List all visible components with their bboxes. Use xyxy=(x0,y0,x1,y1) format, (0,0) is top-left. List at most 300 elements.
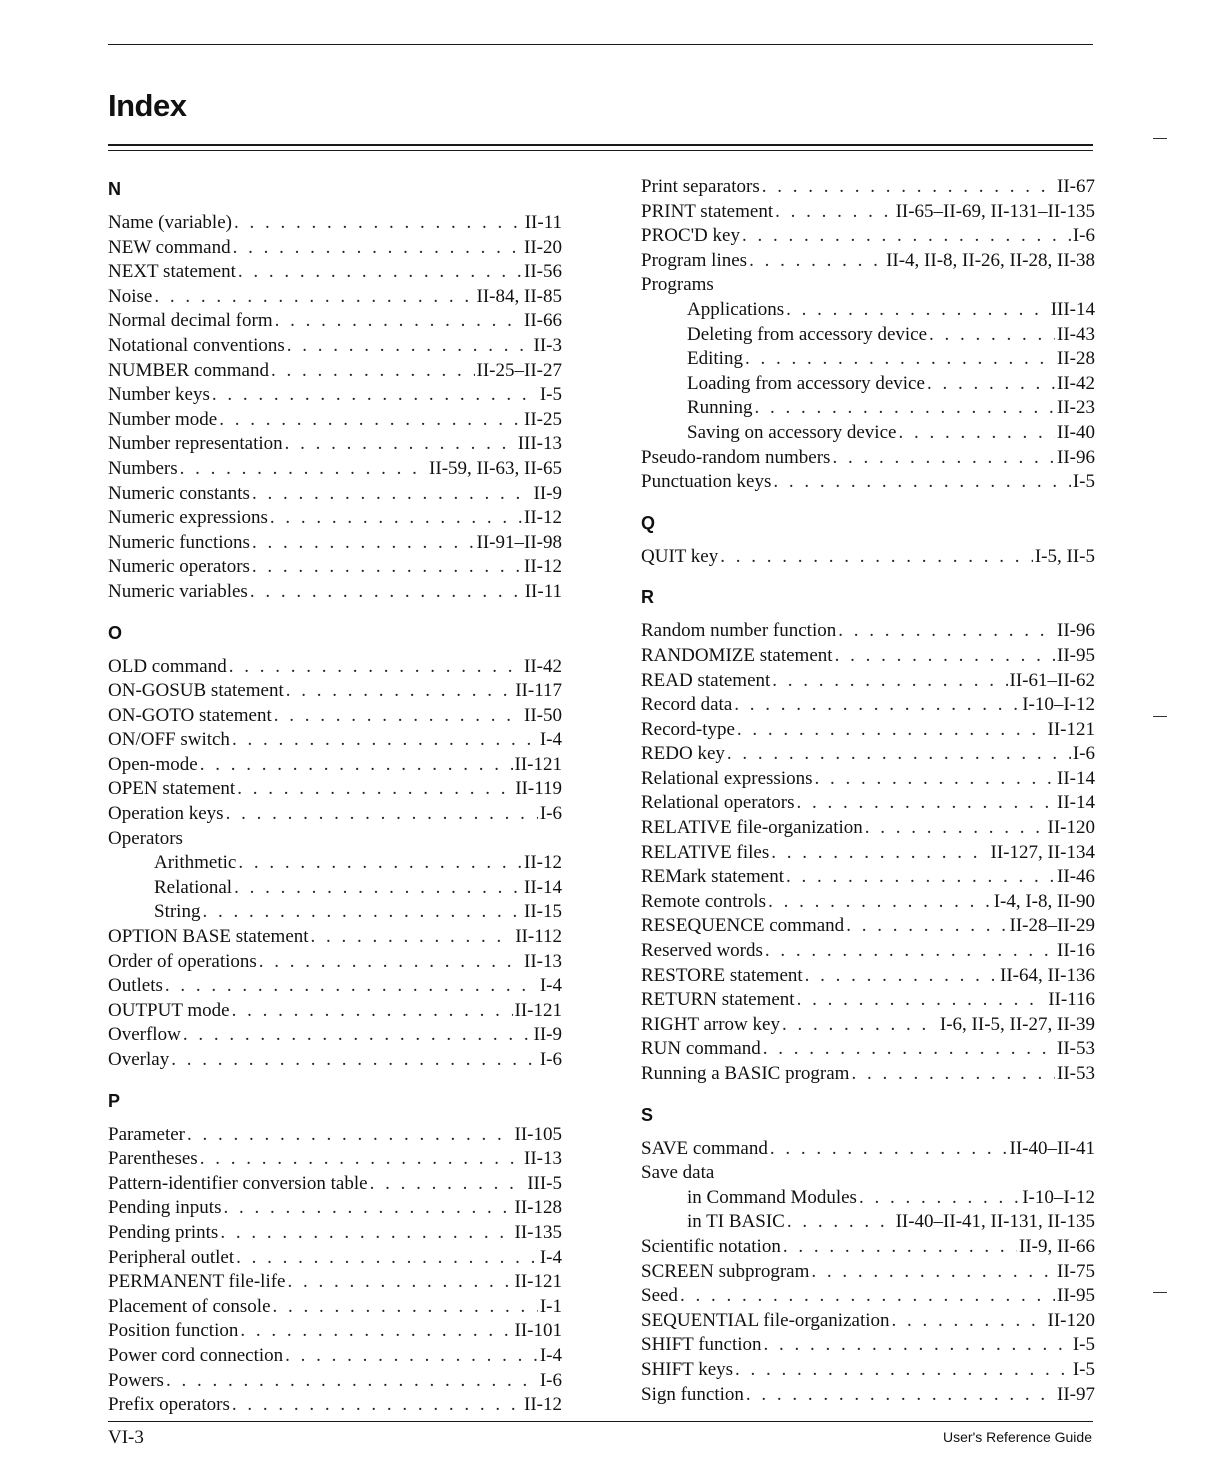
entry-term: Programs xyxy=(641,274,714,296)
index-entry xyxy=(108,1296,562,1321)
dot-leader xyxy=(754,397,1055,419)
entry-page-ref: II-12 xyxy=(524,1394,562,1416)
dot-leader xyxy=(238,852,522,874)
dot-leader xyxy=(370,1173,526,1195)
entry-page-ref: II-64, II-136 xyxy=(1000,964,1095,986)
index-entry xyxy=(108,705,562,730)
dot-leader xyxy=(764,1334,1071,1356)
dot-leader xyxy=(745,348,1055,370)
entry-page-ref: I-4 xyxy=(539,1246,562,1268)
entry-term: Scientific notation xyxy=(641,1235,781,1257)
entry-term: Numeric operators xyxy=(108,556,250,578)
entry-term: Numeric variables xyxy=(108,580,248,602)
index-entry xyxy=(641,1236,1095,1261)
entry-term: Deleting from accessory device xyxy=(687,323,928,345)
entry-term: Prefix operators xyxy=(108,1394,230,1416)
dot-leader xyxy=(252,556,522,578)
index-entry xyxy=(641,1384,1095,1409)
entry-page-ref: I-4 xyxy=(539,975,562,997)
entry-term: Numeric functions xyxy=(108,531,250,553)
index-entry xyxy=(641,1063,1095,1088)
page-number: VI-3 xyxy=(108,1427,144,1448)
entry-term: Save data xyxy=(641,1162,715,1184)
entry-term: NEXT statement xyxy=(108,261,236,283)
dot-leader xyxy=(250,581,523,603)
dot-leader xyxy=(232,729,538,751)
entry-term: Pattern-identifier conversion table xyxy=(108,1172,368,1194)
entry-term: ON/OFF switch xyxy=(108,729,230,751)
entry-page-ref: II-112 xyxy=(515,926,562,948)
entry-page-ref: II-121 xyxy=(514,999,562,1021)
entry-page-ref: I-4, I-8, II-90 xyxy=(993,890,1095,912)
entry-term: in Command Modules xyxy=(687,1186,857,1208)
index-entry xyxy=(641,866,1095,891)
entry-term: Powers xyxy=(108,1369,164,1391)
index-entry xyxy=(641,274,1095,299)
entry-term: REMark statement xyxy=(641,866,784,888)
dot-leader xyxy=(259,951,522,973)
entry-term: Punctuation keys xyxy=(641,471,772,493)
entry-term: Sign function xyxy=(641,1383,744,1405)
index-entry xyxy=(641,1014,1095,1039)
dot-leader xyxy=(232,1394,522,1416)
entry-term: Order of operations xyxy=(108,950,257,972)
entry-page-ref: I-6 xyxy=(539,1049,562,1070)
entry-term: OPTION BASE statement xyxy=(108,926,309,948)
entry-page-ref: II-20 xyxy=(524,236,562,258)
index-entry xyxy=(108,1049,562,1074)
dot-leader xyxy=(783,1236,1017,1258)
entry-page-ref: II-43 xyxy=(1057,323,1095,345)
index-entry xyxy=(641,1138,1095,1163)
bottom-rule xyxy=(108,1421,1093,1422)
entry-page-ref: II-120 xyxy=(1047,817,1095,839)
dot-leader xyxy=(859,1187,1020,1209)
index-entry xyxy=(108,1370,562,1395)
index-entry xyxy=(108,384,562,409)
index-entry xyxy=(108,458,562,483)
entry-term: PRINT statement xyxy=(641,200,774,222)
dot-leader xyxy=(238,261,522,283)
entry-term: SHIFT keys xyxy=(641,1358,734,1380)
title-rule-thick xyxy=(108,144,1093,146)
entry-page-ref: II-40–II-41, II-131, II-135 xyxy=(895,1211,1095,1233)
index-entry xyxy=(108,1320,562,1345)
entry-term: String xyxy=(154,901,201,923)
entry-page-ref: II-40–II-41 xyxy=(1009,1137,1095,1159)
entry-term: Applications xyxy=(687,298,785,320)
index-entry xyxy=(641,1285,1095,1310)
index-column-left xyxy=(108,176,562,1419)
dot-leader xyxy=(219,409,522,431)
dot-leader xyxy=(892,1310,1046,1332)
dot-leader xyxy=(240,1320,512,1342)
entry-page-ref: II-9, II-66 xyxy=(1019,1235,1095,1257)
entry-term: QUIT key xyxy=(641,545,719,567)
entry-term: OPEN statement xyxy=(108,778,236,800)
entry-term: Number mode xyxy=(108,408,218,430)
index-entry xyxy=(108,1124,562,1149)
dot-leader xyxy=(815,768,1056,790)
entry-page-ref: I-5 xyxy=(539,384,562,406)
index-entry xyxy=(108,656,562,681)
entry-page-ref: I-10–I-12 xyxy=(1022,1186,1095,1208)
entry-page-ref: II-53 xyxy=(1057,1063,1095,1084)
entry-term: Saving on accessory device xyxy=(687,421,897,443)
page-title: Index xyxy=(108,88,187,123)
entry-term: PROC'D key xyxy=(641,225,740,247)
dot-leader xyxy=(771,842,988,864)
entry-term: RESEQUENCE command xyxy=(641,915,845,937)
dot-leader xyxy=(274,705,522,727)
index-entry xyxy=(641,842,1095,867)
entry-page-ref: II-15 xyxy=(524,901,562,923)
entry-page-ref: II-14 xyxy=(524,876,562,898)
entry-page-ref: II-42 xyxy=(524,655,562,677)
entry-page-ref: I-4 xyxy=(539,729,562,751)
entry-page-ref: II-84, II-85 xyxy=(476,285,562,307)
index-entry xyxy=(108,335,562,360)
entry-page-ref: I-4 xyxy=(539,1344,562,1366)
entry-page-ref: II-14 xyxy=(1057,767,1095,789)
entry-term: Power cord connection xyxy=(108,1344,284,1366)
dot-leader xyxy=(285,433,516,455)
dot-leader xyxy=(775,201,893,223)
entry-term: Outlets xyxy=(108,975,163,997)
entry-page-ref: I-6 xyxy=(539,803,562,825)
dot-leader xyxy=(285,1345,538,1367)
entry-page-ref: II-67 xyxy=(1057,176,1095,197)
entry-page-ref: II-42 xyxy=(1057,372,1095,394)
entry-term: PERMANENT file-life xyxy=(108,1271,286,1293)
dot-leader xyxy=(749,250,884,272)
entry-page-ref: II-13 xyxy=(524,1148,562,1170)
index-entry xyxy=(108,212,562,237)
entry-term: Pending inputs xyxy=(108,1197,222,1219)
index-entry xyxy=(641,447,1095,472)
index-entry xyxy=(108,729,562,754)
entry-term: Normal decimal form xyxy=(108,310,273,332)
section-gap xyxy=(108,606,562,620)
entry-term: Overlay xyxy=(108,1049,170,1070)
entry-page-ref: II-117 xyxy=(515,680,562,702)
dot-leader xyxy=(236,1247,538,1269)
index-entry xyxy=(641,645,1095,670)
section-letter: O xyxy=(108,622,123,643)
entry-term: Reserved words xyxy=(641,940,763,962)
index-subentry xyxy=(641,324,1095,349)
dot-leader xyxy=(787,1211,894,1233)
dot-leader xyxy=(271,360,475,382)
entry-page-ref: II-9 xyxy=(533,482,562,504)
entry-page-ref: II-59, II-63, II-65 xyxy=(429,457,562,479)
dot-leader xyxy=(286,680,513,702)
index-entry xyxy=(641,989,1095,1014)
index-entry xyxy=(108,360,562,385)
entry-term: Number representation xyxy=(108,433,283,455)
index-subentry xyxy=(641,397,1095,422)
entry-page-ref: II-96 xyxy=(1057,446,1095,468)
index-entry xyxy=(108,926,562,951)
dot-leader xyxy=(797,792,1055,814)
index-entry xyxy=(108,237,562,262)
entry-term: Number keys xyxy=(108,384,210,406)
index-subentry xyxy=(641,422,1095,447)
margin-mark xyxy=(1153,138,1167,139)
entry-page-ref: II-65–II-69, II-131–II-135 xyxy=(895,200,1095,222)
dot-leader xyxy=(229,656,522,678)
entry-term: Pseudo-random numbers xyxy=(641,446,831,468)
dot-leader xyxy=(288,1271,513,1293)
index-subentry xyxy=(641,1211,1095,1236)
dot-leader xyxy=(727,743,1071,765)
index-entry xyxy=(108,433,562,458)
entry-page-ref: II-28 xyxy=(1057,348,1095,370)
entry-page-ref: II-56 xyxy=(524,261,562,283)
dot-leader xyxy=(742,225,1071,247)
dot-leader xyxy=(234,877,522,899)
entry-page-ref: I-6 xyxy=(1072,743,1095,765)
index-entry xyxy=(641,719,1095,744)
index-entry xyxy=(108,1222,562,1247)
entry-page-ref: II-23 xyxy=(1057,397,1095,419)
entry-page-ref: II-128 xyxy=(514,1197,562,1219)
entry-page-ref: II-105 xyxy=(514,1123,562,1145)
dot-leader xyxy=(166,1370,538,1392)
index-entry xyxy=(641,250,1095,275)
entry-term: Remote controls xyxy=(641,890,767,912)
dot-leader xyxy=(762,176,1055,198)
entry-term: NEW command xyxy=(108,236,231,258)
entry-page-ref: II-16 xyxy=(1057,940,1095,962)
index-entry xyxy=(108,1024,562,1049)
index-subentry xyxy=(108,852,562,877)
entry-term: Pending prints xyxy=(108,1221,219,1243)
entry-term: OUTPUT mode xyxy=(108,999,230,1021)
margin-mark xyxy=(1153,716,1167,717)
entry-term: Notational conventions xyxy=(108,334,285,356)
index-entry xyxy=(108,828,562,853)
index-entry xyxy=(641,1038,1095,1063)
entry-page-ref: II-121 xyxy=(1047,718,1095,740)
dot-leader xyxy=(237,778,513,800)
index-entry xyxy=(641,1334,1095,1359)
dot-leader xyxy=(311,926,514,948)
entry-page-ref: II-25–II-27 xyxy=(476,359,562,381)
entry-term: Random number function xyxy=(641,620,837,642)
dot-leader xyxy=(165,975,538,997)
dot-leader xyxy=(838,620,1055,642)
index-entry xyxy=(108,507,562,532)
index-entry xyxy=(108,310,562,335)
entry-term: Print separators xyxy=(641,176,760,197)
entry-term: REDO key xyxy=(641,743,725,765)
entry-term: Position function xyxy=(108,1320,239,1342)
index-entry xyxy=(108,483,562,508)
entry-page-ref: II-28–II-29 xyxy=(1009,915,1095,937)
entry-term: Parameter xyxy=(108,1123,186,1145)
dot-leader xyxy=(846,915,1007,937)
entry-page-ref: II-11 xyxy=(524,580,562,602)
entry-page-ref: II-135 xyxy=(514,1221,562,1243)
dot-leader xyxy=(226,803,538,825)
entry-page-ref: II-3 xyxy=(533,334,562,356)
index-entry xyxy=(108,754,562,779)
index-entry xyxy=(108,409,562,434)
entry-term: Loading from accessory device xyxy=(687,372,925,394)
dot-leader xyxy=(252,532,475,554)
entry-page-ref: I-6, II-5, II-27, II-39 xyxy=(939,1013,1095,1035)
index-entry xyxy=(641,792,1095,817)
entry-term: ON-GOSUB statement xyxy=(108,680,284,702)
index-subentry xyxy=(641,299,1095,324)
index-entry xyxy=(108,1394,562,1419)
entry-term: Relational expressions xyxy=(641,767,813,789)
dot-leader xyxy=(865,817,1046,839)
dot-leader xyxy=(768,891,992,913)
index-entry xyxy=(108,951,562,976)
entry-term: Noise xyxy=(108,285,153,307)
entry-term: Program lines xyxy=(641,249,748,271)
entry-term: RANDOMIZE statement xyxy=(641,644,833,666)
dot-leader xyxy=(223,1197,512,1219)
entry-page-ref: II-61–II-62 xyxy=(1009,669,1095,691)
dot-leader xyxy=(154,286,474,308)
index-entry xyxy=(108,778,562,803)
entry-page-ref: II-4, II-8, II-26, II-28, II-38 xyxy=(886,249,1095,271)
entry-page-ref: II-97 xyxy=(1057,1383,1095,1405)
index-entry xyxy=(641,670,1095,695)
entry-page-ref: II-116 xyxy=(1048,989,1095,1011)
index-entry xyxy=(108,680,562,705)
book-title: User's Reference Guide xyxy=(943,1429,1092,1445)
dot-leader xyxy=(187,1124,513,1146)
dot-leader xyxy=(200,1148,522,1170)
dot-leader xyxy=(805,965,998,987)
entry-page-ref: I-5, II-5 xyxy=(1034,545,1095,567)
section-letter: S xyxy=(641,1104,654,1125)
index-entry xyxy=(108,556,562,581)
index-entry xyxy=(108,532,562,557)
entry-term: Peripheral outlet xyxy=(108,1246,235,1268)
entry-term: in TI BASIC xyxy=(687,1211,785,1233)
dot-leader xyxy=(851,1063,1055,1085)
dot-leader xyxy=(734,694,1020,716)
entry-term: SAVE command xyxy=(641,1137,768,1159)
index-entry xyxy=(641,768,1095,793)
index-entry xyxy=(641,1359,1095,1384)
dot-leader xyxy=(287,335,532,357)
dot-leader xyxy=(180,458,427,480)
entry-term: READ statement xyxy=(641,669,771,691)
section-letter: N xyxy=(108,179,121,199)
entry-term: Placement of console xyxy=(108,1295,271,1317)
entry-term: SCREEN subprogram xyxy=(641,1260,810,1282)
section-gap xyxy=(641,570,1095,584)
entry-page-ref: II-96 xyxy=(1057,620,1095,642)
entry-term: Overflow xyxy=(108,1024,181,1046)
index-column-right xyxy=(641,176,1095,1408)
index-entry xyxy=(108,1173,562,1198)
index-entry xyxy=(108,1000,562,1025)
entry-term: SEQUENTIAL file-organization xyxy=(641,1309,890,1331)
entry-page-ref: II-101 xyxy=(514,1320,562,1342)
entry-term: RELATIVE files xyxy=(641,841,770,863)
dot-leader xyxy=(782,1014,938,1036)
entry-term: SHIFT function xyxy=(641,1334,762,1356)
dot-leader xyxy=(835,645,1055,667)
dot-leader xyxy=(786,299,1049,321)
entry-term: Parentheses xyxy=(108,1148,198,1170)
entry-term: Arithmetic xyxy=(154,852,237,874)
index-entry xyxy=(641,176,1095,201)
entry-page-ref: II-127, II-134 xyxy=(990,841,1095,863)
entry-page-ref: II-12 xyxy=(524,852,562,874)
entry-term: Numeric expressions xyxy=(108,507,268,529)
index-subentry xyxy=(641,373,1095,398)
dot-leader xyxy=(770,1138,1008,1160)
entry-page-ref: II-121 xyxy=(514,753,562,775)
dot-leader xyxy=(171,1049,538,1071)
dot-leader xyxy=(811,1261,1055,1283)
index-entry xyxy=(108,1148,562,1173)
entry-term: ON-GOTO statement xyxy=(108,704,272,726)
dot-leader xyxy=(233,237,522,259)
dot-leader xyxy=(212,384,538,406)
entry-page-ref: I-5 xyxy=(1072,471,1095,493)
entry-term: RELATIVE file-organization xyxy=(641,817,863,839)
entry-term: RUN command xyxy=(641,1038,761,1060)
entry-term: Numeric constants xyxy=(108,482,250,504)
entry-term: Relational xyxy=(154,876,233,898)
entry-page-ref: II-12 xyxy=(524,556,562,578)
entry-page-ref: II-66 xyxy=(524,310,562,332)
section-letter: P xyxy=(108,1090,121,1111)
index-entry xyxy=(108,975,562,1000)
dot-leader xyxy=(773,471,1070,493)
entry-page-ref: II-14 xyxy=(1057,792,1095,814)
index-entry xyxy=(641,225,1095,250)
index-subentry xyxy=(641,1187,1095,1212)
index-entry xyxy=(641,471,1095,496)
dot-leader xyxy=(832,447,1055,469)
index-entry xyxy=(641,817,1095,842)
entry-page-ref: II-91–II-98 xyxy=(476,531,562,553)
dot-leader xyxy=(220,1222,512,1244)
entry-term: RESTORE statement xyxy=(641,964,803,986)
index-entry xyxy=(641,1261,1095,1286)
dot-leader xyxy=(234,212,523,234)
entry-term: Running a BASIC program xyxy=(641,1063,850,1084)
section-letter: Q xyxy=(641,512,656,533)
index-entry xyxy=(108,1345,562,1370)
index-entry xyxy=(108,581,562,606)
entry-page-ref: II-50 xyxy=(524,704,562,726)
index-entry xyxy=(108,1247,562,1272)
index-entry xyxy=(641,201,1095,226)
entry-term: Running xyxy=(687,397,753,419)
section-gap xyxy=(641,1088,1095,1102)
dot-leader xyxy=(680,1285,1055,1307)
dot-leader xyxy=(270,507,522,529)
index-entry xyxy=(641,940,1095,965)
entry-term: Numbers xyxy=(108,457,178,479)
entry-page-ref: III-5 xyxy=(527,1172,562,1194)
entry-page-ref: I-1 xyxy=(539,1295,562,1317)
index-entry xyxy=(641,965,1095,990)
index-entry xyxy=(641,1162,1095,1187)
index-entry xyxy=(108,1271,562,1296)
